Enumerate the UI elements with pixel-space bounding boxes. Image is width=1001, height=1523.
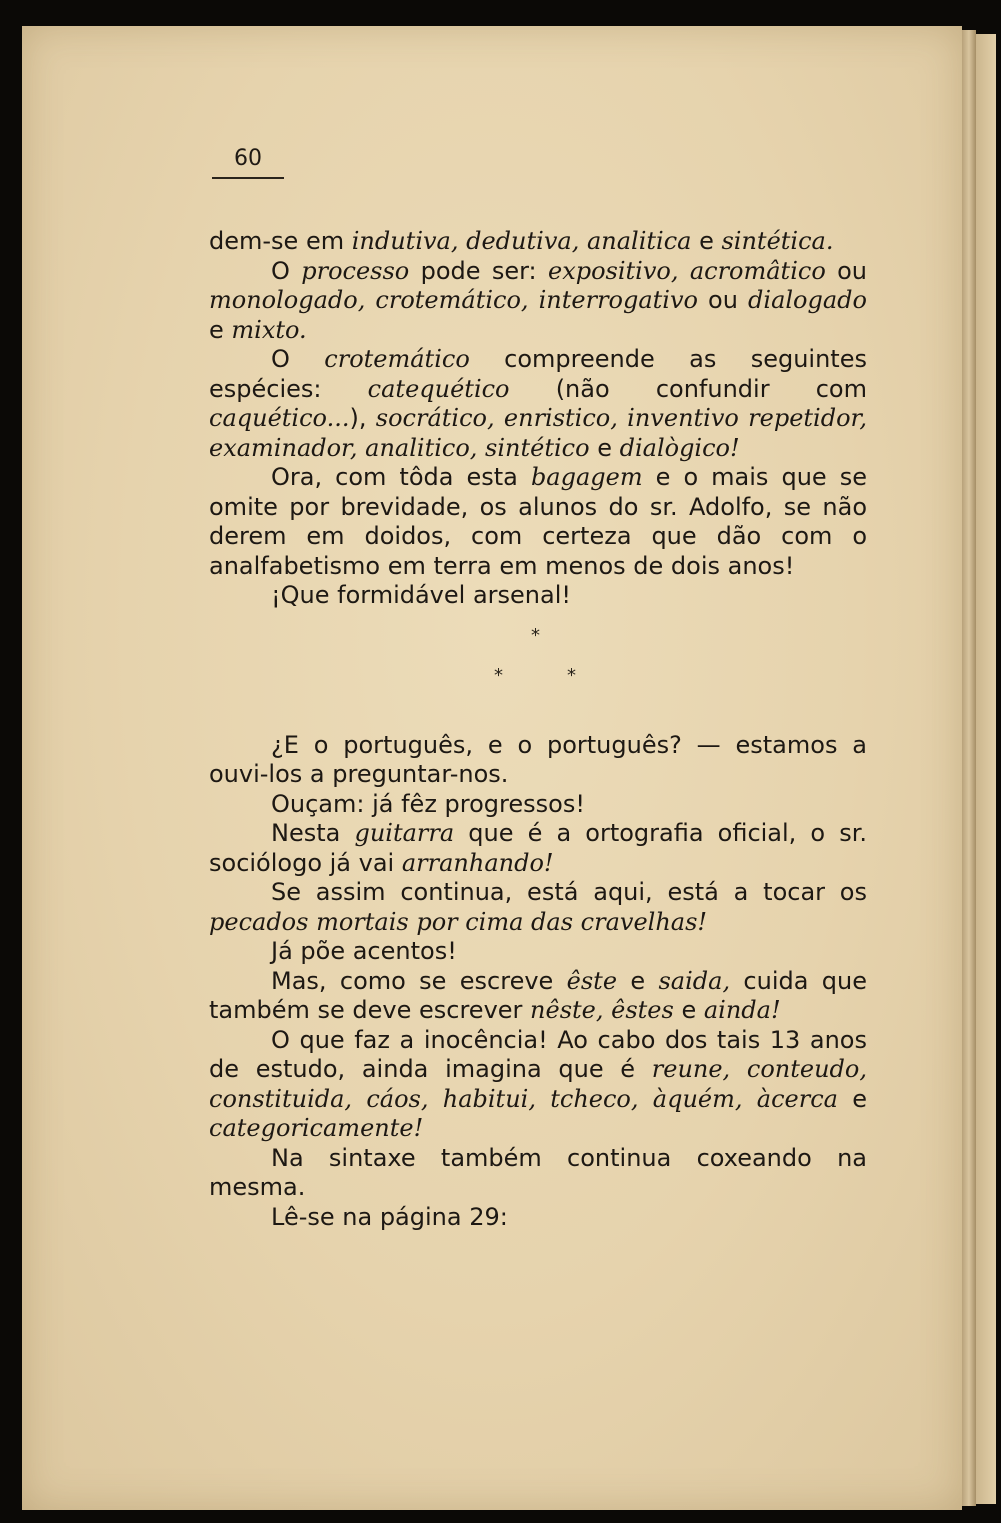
text-run: O [271, 256, 302, 285]
italic-text: saida, [658, 966, 731, 995]
text-run: Mas, como se escreve [271, 966, 567, 995]
italic-text: catequético [367, 374, 510, 403]
text-run: ¡Que formidável arsenal! [271, 581, 571, 609]
text-run: e o mais que se omite por brevidade, os alunos do sr. Adolfo, se não derem em doidos, com certeza que dão com o analfabetismo em terra em menos de dois anos! [209, 463, 867, 580]
text-run: que é a ortografia oficial, o sr. sociólogo já vai [209, 819, 868, 877]
italic-text: caquético... [209, 404, 350, 432]
italic-text: sintética. [721, 227, 834, 255]
book-spine [962, 30, 976, 1506]
paragraph [209, 463, 867, 581]
paragraph [209, 1203, 867, 1233]
separator-star: * [531, 624, 540, 646]
paragraph [209, 1026, 867, 1144]
text-run: e [589, 433, 620, 462]
text-run: cuida que também se deve escrever [209, 966, 867, 1024]
text-run: O [271, 345, 325, 373]
page-body [209, 227, 867, 1232]
body-block-2 [209, 731, 867, 1233]
section-separator [209, 611, 867, 731]
text-run: Lê-se na página 29: [271, 1202, 508, 1231]
italic-text: reune, conteudo, constituida, cáos, habitui, tcheco, àquém, àcerca [209, 1055, 867, 1113]
paragraph [209, 581, 867, 611]
paragraph [209, 967, 867, 1026]
italic-text: dialogado [748, 286, 867, 314]
paragraph [209, 878, 867, 937]
paragraph [209, 227, 867, 257]
text-run: pode ser: [409, 256, 548, 285]
text-run: e [673, 996, 704, 1024]
text-run: (não confundir com [509, 374, 867, 403]
text-run: ou [697, 286, 749, 314]
text-run: compreende as seguintes espécies: [209, 345, 867, 403]
text-run: Nesta [271, 819, 355, 847]
paragraph [209, 937, 867, 967]
text-run: ), [349, 404, 376, 432]
paragraph [209, 819, 867, 878]
italic-text: pecados mortais por cima das cravelhas! [209, 907, 708, 936]
italic-text: arranhando! [401, 848, 554, 877]
text-run: e [691, 227, 722, 255]
paragraph [209, 731, 867, 790]
paragraph [209, 790, 867, 820]
italic-text: crotemático [324, 345, 470, 373]
italic-text: indutiva, dedutiva, analitica [351, 227, 692, 255]
italic-text: processo [301, 256, 410, 285]
italic-text: socrático, enristico, inventivo repetidor, examinador, analitico, sintético [209, 404, 868, 462]
italic-text: monologado, crotemático, interrogativo [209, 286, 698, 314]
italic-text: nêste, êstes [530, 996, 674, 1024]
italic-text: dialògico! [619, 433, 740, 462]
text-run: dem-se em [209, 227, 352, 255]
text-run: Já põe acentos! [271, 937, 457, 965]
italic-text: bagagem [530, 463, 643, 491]
paragraph [209, 345, 867, 463]
text-run: Se assim continua, está aqui, está a tocar os [271, 878, 867, 906]
page-number: 60 [234, 146, 262, 171]
paragraph [209, 257, 867, 346]
body-block-1 [209, 227, 867, 611]
text-run: e [837, 1084, 867, 1113]
separator-star: * [494, 664, 503, 686]
italic-text: expositivo, acromâtico [547, 256, 826, 285]
page-number-rule [212, 177, 284, 179]
italic-text: êste [566, 966, 618, 995]
text-run: e [617, 966, 659, 995]
italic-text: mixto. [231, 315, 307, 344]
text-run: ou [825, 256, 868, 285]
italic-text: categoricamente! [209, 1114, 424, 1142]
text-run: Na sintaxe também continua coxeando na mesma. [209, 1143, 867, 1201]
text-run: O que faz a inocência! Ao cabo dos tais 13 anos de estudo, ainda imagina que é [209, 1025, 867, 1083]
next-page-edge [976, 34, 996, 1504]
italic-text: ainda! [703, 996, 781, 1024]
italic-text: guitarra [354, 819, 455, 847]
text-run: ¿E o português, e o português? — estamos a ouvi-los a preguntar-nos. [209, 730, 867, 788]
text-run: e [209, 315, 232, 344]
separator-star: * [567, 664, 576, 686]
text-run: Ora, com tôda esta [271, 463, 531, 491]
text-run: Ouçam: já fêz progressos! [271, 789, 585, 818]
paragraph [209, 1144, 867, 1203]
